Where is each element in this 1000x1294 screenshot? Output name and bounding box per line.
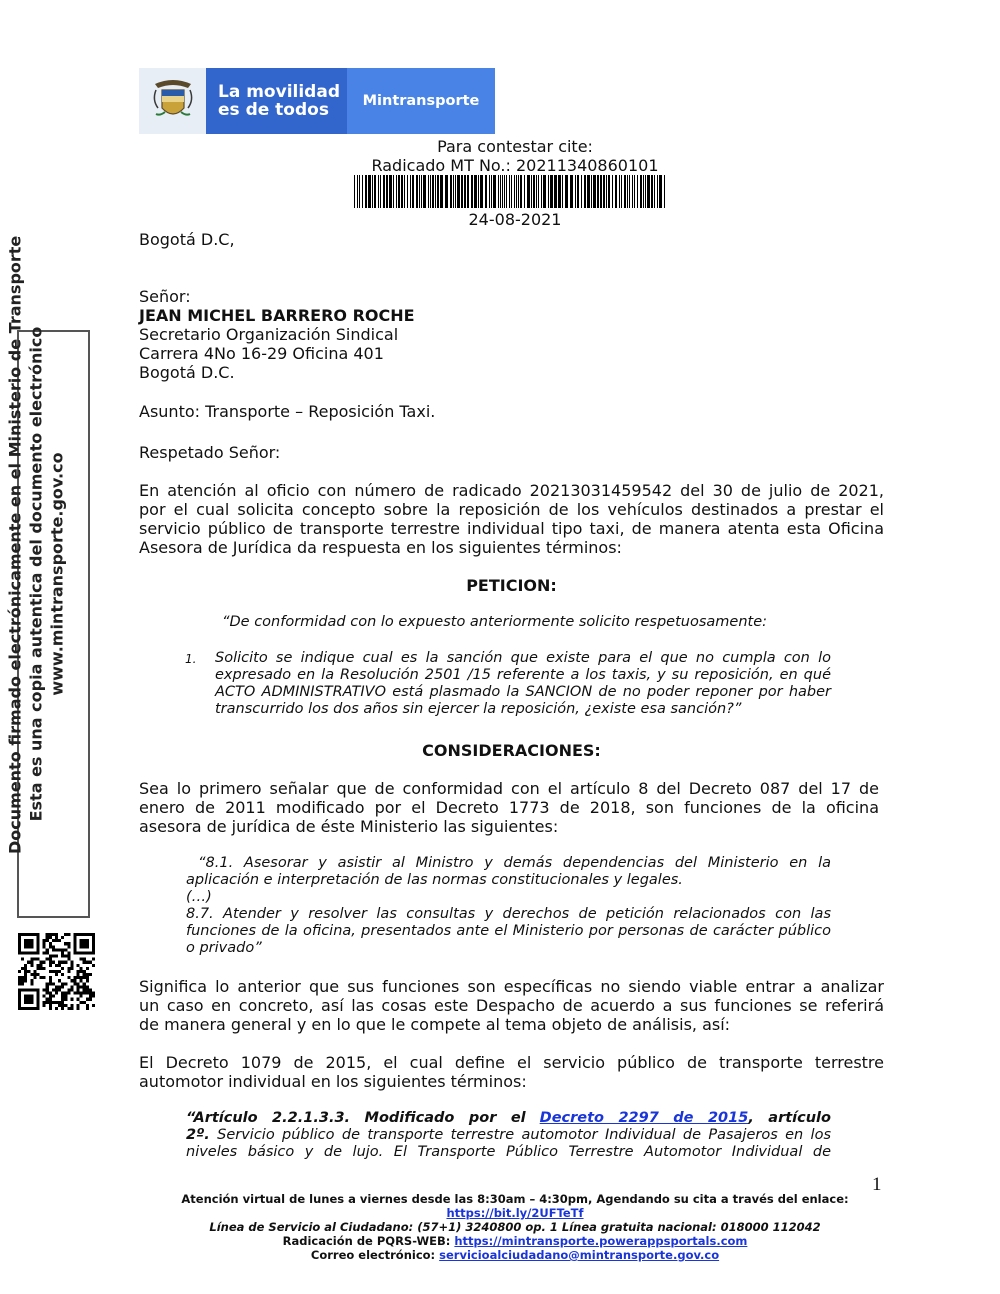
intro-line-4: Asesora de Jurídica da respuesta en los siguientes términos: (139, 538, 622, 557)
cons-quote-line-2: aplicación e interpretación de las normas constitucionales y legales. (186, 872, 683, 888)
article-number-c: 2º. (186, 1127, 210, 1143)
email-label: Correo electrónico: (310, 1248, 440, 1262)
coat-of-arms-icon (139, 68, 206, 134)
article-line-2-text: Servicio público de transporte terrestre automotor Individual de Pasajeros en los (217, 1127, 832, 1143)
pqrs-label: Radicación de PQRS-WEB: (282, 1234, 455, 1248)
motto-line1: La movilidad (218, 82, 340, 102)
appointment-link[interactable]: https://bit.ly/2UFTeTf (446, 1206, 584, 1220)
petition-item-line-2: expresado en la Resolución 2501 /15 referente a los taxis, y su reposición, en qué (215, 667, 831, 683)
cons-quote-line-5: funciones de la oficina, presentados ante el Ministerio por personas de carácter público (186, 923, 831, 939)
page-number: 1 (872, 1174, 882, 1195)
recipient-address: Carrera 4No 16-29 Oficina 401 (139, 344, 384, 363)
article-line-1 (186, 1110, 831, 1127)
footer-link-1-row (100, 1206, 930, 1220)
salutation-to: Señor: (139, 287, 191, 306)
intro-line-1: En atención al oficio con número de radicado 20213031459542 del 30 de julio de 2021, (139, 481, 884, 500)
cons-p1-line-1: Sea lo primero señalar que de conformidad con el artículo 8 del Decreto 087 del 17 de (139, 779, 879, 798)
stamp-line-3: www.mintransporte.gov.co (47, 452, 67, 696)
motto-block (206, 68, 347, 134)
cons-p2-line-1: Significa lo anterior que sus funciones son específicas no siendo viable entrar a analizar (139, 977, 884, 996)
article-line-2 (186, 1127, 831, 1144)
recipient-title: Secretario Organización Sindical (139, 325, 399, 344)
intro-line-2: por el cual solicita concepto sobre la reposición de los vehículos destinados a prestar el (139, 500, 884, 519)
petition-item-line-4: transcurrido los dos años sin ejercer la reposición, ¿existe esa sanción?” (215, 701, 742, 717)
subject-line: Asunto: Transporte – Reposición Taxi. (139, 402, 436, 421)
petition-item-number: 1. (185, 652, 197, 666)
article-title: “Artículo 2.2.1.3.3. Modificado por el (186, 1110, 526, 1126)
decreto-link[interactable]: Decreto 2297 de 2015 (539, 1110, 749, 1126)
petition-item-line-3: ACTO ADMINISTRATIVO está plasmado la SANCION de no poder reponer por haber (215, 684, 831, 700)
recipient-city: Bogotá D.C. (139, 363, 235, 382)
motto-line2: es de todos (218, 100, 329, 120)
qr-code-icon (18, 933, 95, 1010)
article-line-3: niveles básico y de lujo. El Transporte Público Terrestre Automotor Individual de (186, 1144, 831, 1160)
cons-p2-line-2: un caso en concreto, así las cosas este Despacho de acuerdo a sus funciones se referirá (139, 996, 884, 1015)
city-line: Bogotá D.C, (139, 230, 235, 249)
petition-quote-intro: “De conformidad con lo expuesto anteriormente solicito respetuosamente: (222, 614, 768, 630)
footer-phone-line: Línea de Servicio al Ciudadano: (57+1) 3240800 op. 1 Línea gratuita nacional: 018000 112042 (209, 1220, 821, 1234)
article-title-b: , artículo (748, 1110, 831, 1126)
cons-quote-line-1: “8.1. Asesorar y asistir al Ministro y demás dependencias del Ministerio en la (198, 855, 831, 871)
cons-p1-line-2: enero de 2011 modificado por el Decreto 1773 de 2018, son funciones de la oficina (139, 798, 879, 817)
considerations-heading: CONSIDERACIONES: (422, 741, 601, 760)
header-banner (139, 68, 495, 134)
cons-quote-line-3: (…) (186, 889, 212, 905)
cite-label: Para contestar cite: (437, 137, 593, 156)
stamp-line-1: Documento firmado electrónicamente en el Ministerio de Transporte (5, 235, 25, 854)
stamp-text (5, 235, 68, 854)
footer-email-row (100, 1248, 930, 1262)
radicado-number: Radicado MT No.: 20211340860101 (371, 156, 659, 175)
intro-line-3: servicio público de transporte terrestre individual tipo taxi, de manera atenta esta Oficina (139, 519, 884, 538)
barcode-icon (354, 175, 668, 208)
email-link[interactable]: servicioalciudadano@mintransporte.gov.co (439, 1248, 720, 1262)
greeting: Respetado Señor: (139, 443, 281, 462)
petition-heading: PETICION: (466, 576, 557, 595)
footer-pqrs-row (100, 1234, 930, 1248)
cons-quote-line-4: 8.7. Atender y resolver las consultas y derechos de petición relacionados con las (186, 906, 831, 922)
petition-item-line-1: Solicito se indique cual es la sanción que existe para el que no cumpla con lo (215, 650, 831, 666)
cons-quote-line-6: o privado” (186, 940, 262, 956)
pqrs-link[interactable]: https://mintransporte.powerappsportals.com (454, 1234, 748, 1248)
cons-p2-line-3: de manera general y en lo que le compete al tema objeto de análisis, así: (139, 1015, 731, 1034)
ministry-logo: Mintransporte (347, 68, 495, 134)
cite-date: 24-08-2021 (468, 210, 562, 229)
stamp-line-2: Esta es una copia autentica del documento electrónico (26, 326, 46, 822)
cons-p3-line-1: El Decreto 1079 de 2015, el cual define el servicio público de transporte terrestre (139, 1053, 884, 1072)
cons-p3-line-2: automotor individual en los siguientes términos: (139, 1072, 527, 1091)
cons-p1-line-3: asesora de jurídica de éste Ministerio las siguientes: (139, 817, 559, 836)
footer-attention: Atención virtual de lunes a viernes desde las 8:30am – 4:30pm, Agendando su cita a través del enlace: (181, 1192, 849, 1206)
recipient-name: JEAN MICHEL BARRERO ROCHE (139, 306, 415, 325)
